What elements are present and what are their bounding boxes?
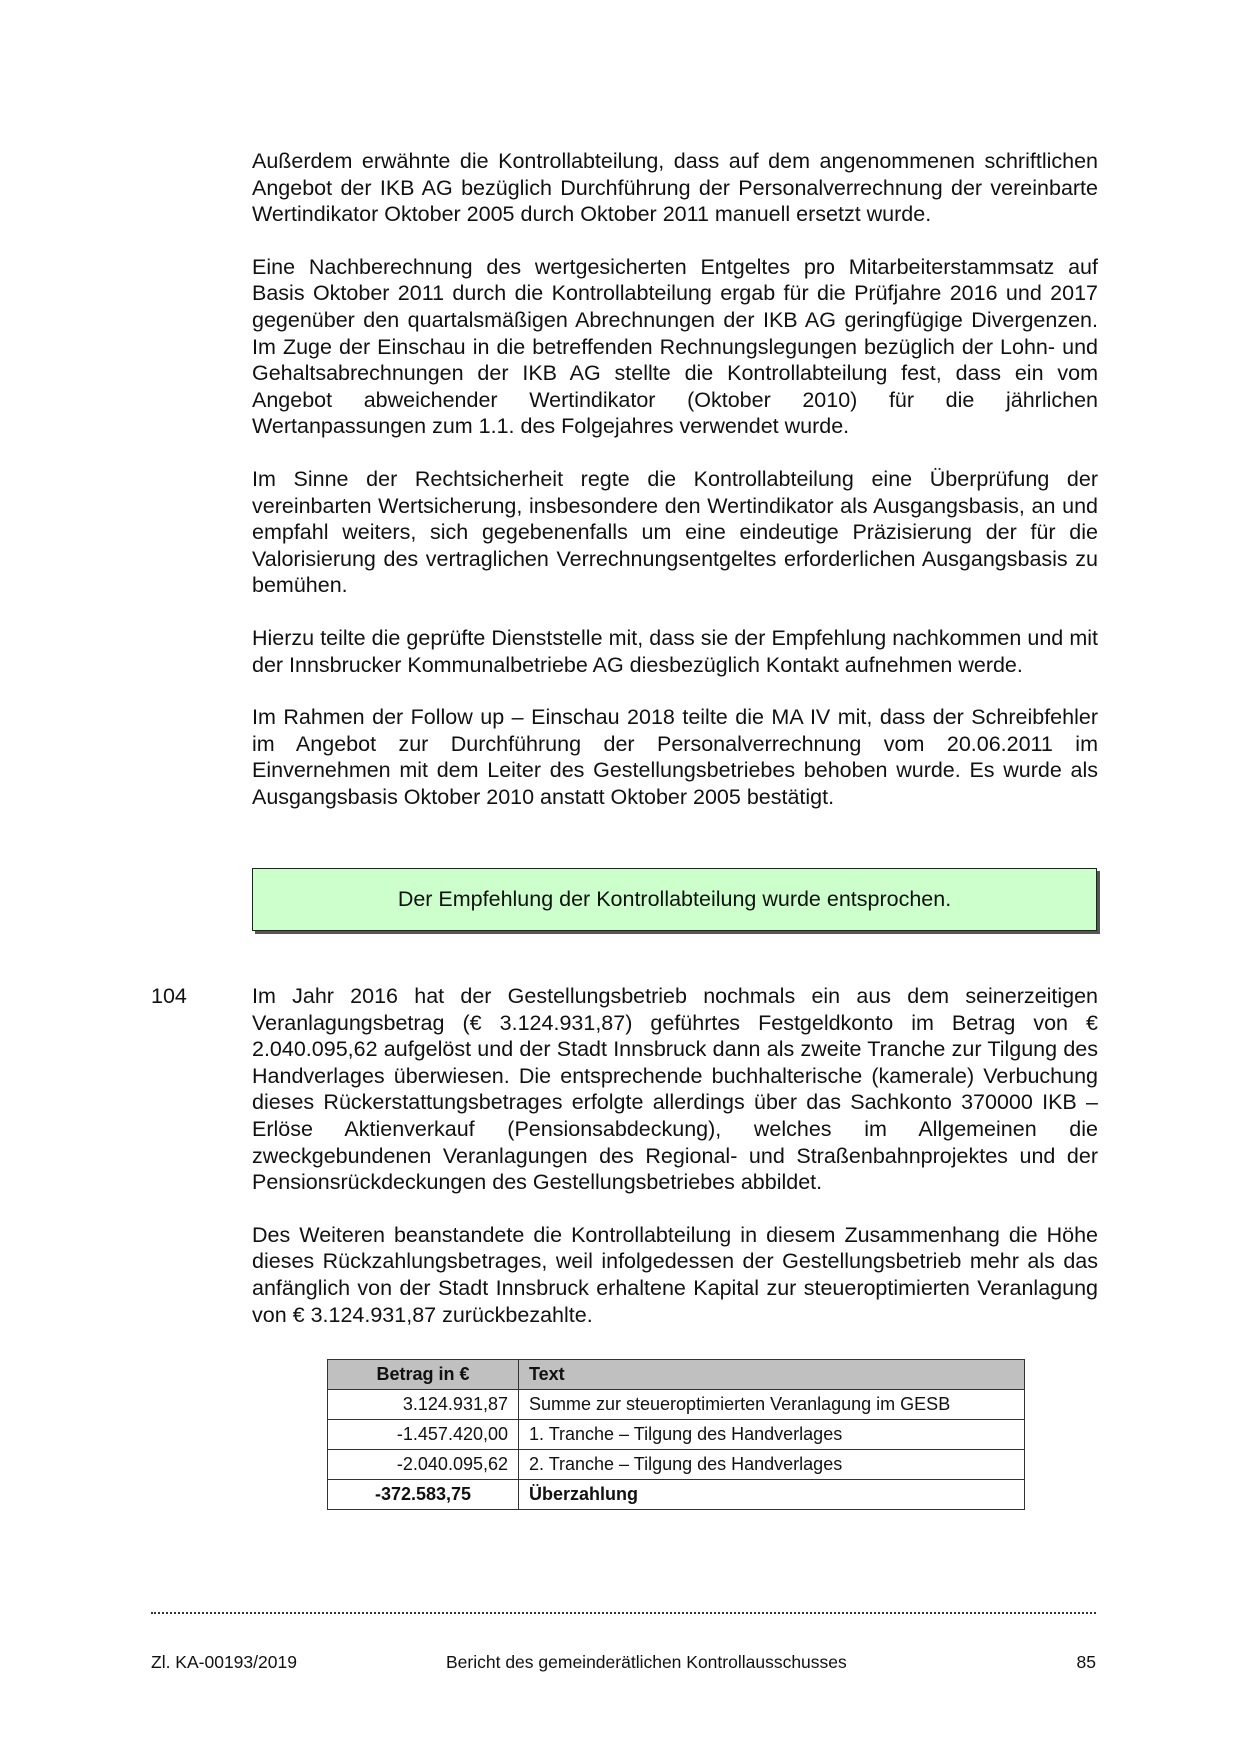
text-cell: 2. Tranche – Tilgung des Handverlages bbox=[519, 1450, 1025, 1480]
result-box bbox=[252, 868, 1097, 931]
table-row bbox=[328, 1390, 1025, 1420]
footer-divider bbox=[151, 1612, 1096, 1614]
paragraph: Im Sinne der Rechtsicherheit regte die Kontrollabteilung eine Überprüfung der vereinbarten Wertsicherung, insbesondere den Wertindikator als Ausgangsbasis, an und empfahl weiters, sich gegebenenfalls um eine eindeutige Präzisierung der für die Valorisierung des vertraglichen Verrechnungsentgeltes erforderlichen Ausgangsbasis zu bemühen. bbox=[252, 466, 1098, 598]
paragraph: Außerdem erwähnte die Kontrollabteilung, dass auf dem angenommenen schriftlichen Angebot der IKB AG bezüglich Durchführung der Personalverrechnung der vereinbarte Wertindikator Oktober 2005 durch Oktober 2011 manuell ersetzt wurde. bbox=[252, 149, 1098, 227]
paragraph: Hierzu teilte die geprüfte Dienststelle mit, dass sie der Empfehlung nachkommen und mit der Innsbrucker Kommunalbetriebe AG diesbezüglich Kontakt aufnehmen werde. bbox=[252, 625, 1098, 677]
amount-cell: -1.457.420,00 bbox=[328, 1420, 519, 1450]
paragraph: Im Rahmen der Follow up – Einschau 2018 teilte die MA IV mit, dass der Schreibfehler im Angebot zur Durchführung der Personalverrechnung vom 20.06.2011 im Einvernehmen mit dem Leiter des Gestellungsbetriebes behoben wurde. Es wurde als Ausgangsbasis Oktober 2010 anstatt Oktober 2005 bestätigt. bbox=[252, 705, 1098, 809]
amounts-table bbox=[327, 1359, 1025, 1510]
footer-reference: Zl. KA-00193/2019 bbox=[151, 1652, 297, 1672]
header-amount: Betrag in € bbox=[328, 1360, 519, 1390]
amount-cell: -2.040.095,62 bbox=[328, 1450, 519, 1480]
page-number: 85 bbox=[1076, 1652, 1096, 1672]
paragraph: Des Weiteren beanstandete die Kontrollabteilung in diesem Zusammenhang die Höhe dieses Rückzahlungsbetrages, weil infolgedessen der Gestellungsbetrieb mehr als das anfänglich von der Stadt Innsbruck erhaltene Kapital zur steueroptimierten Veranlagung von € 3.124.931,87 zurückbezahlte. bbox=[252, 1222, 1098, 1327]
total-text-cell: Überzahlung bbox=[519, 1480, 1025, 1510]
footer-report-title: Bericht des gemeinderätlichen Kontrollausschusses bbox=[446, 1652, 847, 1672]
paragraph-number: 104 bbox=[151, 984, 187, 1008]
paragraph: Im Jahr 2016 hat der Gestellungsbetrieb nochmals ein aus dem seinerzeitigen Veranlagungsbetrag (€ 3.124.931,87) geführtes Festgeldkonto im Betrag von € 2.040.095,62 aufgelöst und der Stadt Innsbruck dann als zweite Tranche zur Tilgung des Handverlages überwiesen. Die entsprechende buchhalterische (kamerale) Verbuchung dieses Rückerstattungsbetrages erfolgte allerdings über das Sachkonto 370000 IKB – Erlöse Aktienverkauf (Pensionsabdeckung), welches im Allgemeinen die zweckgebundenen Veranlagungen des Regional- und Straßenbahnprojektes und der Pensionsrückdeckungen des Gestellungsbetriebes abbildet. bbox=[252, 984, 1098, 1195]
table-row bbox=[328, 1420, 1025, 1450]
section-104-text bbox=[252, 983, 1098, 1354]
amount-cell: 3.124.931,87 bbox=[328, 1390, 519, 1420]
text-cell: 1. Tranche – Tilgung des Handverlages bbox=[519, 1420, 1025, 1450]
result-text: Der Empfehlung der Kontrollabteilung wurde entsprochen. bbox=[397, 887, 952, 911]
table-row bbox=[328, 1450, 1025, 1480]
table-header-row bbox=[328, 1360, 1025, 1390]
total-amount-cell: -372.583,75 bbox=[328, 1480, 519, 1510]
top-text-section bbox=[252, 148, 1098, 836]
paragraph: Eine Nachberechnung des wertgesicherten Entgeltes pro Mitarbeiterstammsatz auf Basis Oktober 2011 durch die Kontrollabteilung ergab für die Prüfjahre 2016 und 2017 gegenüber den quartalsmäßigen Abrechnungen der IKB AG geringfügige Divergenzen. Im Zuge der Einschau in die betreffenden Rechnungslegungen bezüglich der Lohn- und Gehaltsabrechnungen der IKB AG stellte die Kontrollabteilung fest, dass ein vom Angebot abweichender Wertindikator (Oktober 2010) für die jährlichen Wertanpassungen zum 1.1. des Folgejahres verwendet wurde. bbox=[252, 254, 1098, 439]
table-total-row bbox=[328, 1480, 1025, 1510]
text-cell: Summe zur steueroptimierten Veranlagung im GESB bbox=[519, 1390, 1025, 1420]
header-text: Text bbox=[519, 1360, 1025, 1390]
